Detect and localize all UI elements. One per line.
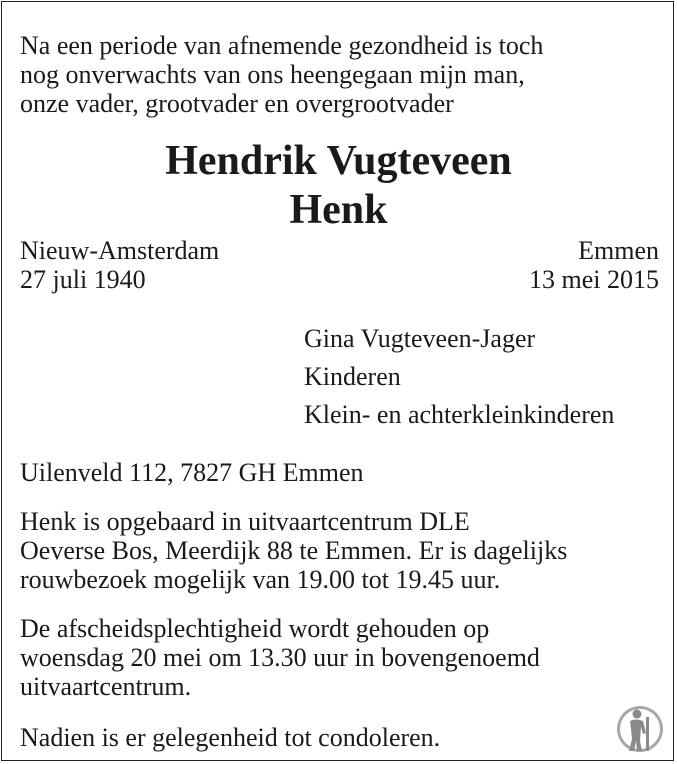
- service-info: [20, 614, 540, 701]
- viewing-line: Henk is opgebaard in uitvaartcentrum DLE: [20, 507, 470, 536]
- birth-date: 27 juli 1940: [20, 265, 146, 294]
- service-line: woensdag 20 mei om 13.30 uur in bovengenoemd: [20, 643, 540, 672]
- family-list: [304, 320, 614, 434]
- memorial-figure-icon: [616, 703, 664, 755]
- intro-line: nog onverwachts van ons heengegaan mijn man,: [20, 60, 525, 89]
- service-line: uitvaartcentrum.: [20, 672, 192, 701]
- deceased-nickname: Henk: [289, 187, 388, 233]
- birth-info: [20, 236, 219, 294]
- address: Uilenveld 112, 7827 GH Emmen: [20, 458, 364, 487]
- deceased-full-name: Hendrik Vugteveen: [165, 138, 512, 184]
- birth-place: Nieuw-Amsterdam: [20, 236, 220, 265]
- death-info: [529, 236, 659, 294]
- closing-text: Nadien is er gelegenheid tot condoleren.: [20, 723, 441, 752]
- viewing-info: [20, 507, 567, 594]
- intro-text: [20, 31, 543, 118]
- intro-line: Na een periode van afnemende gezondheid is toch: [20, 31, 544, 60]
- viewing-line: rouwbezoek mogelijk van 19.00 tot 19.45 uur.: [20, 565, 501, 594]
- family-member: Klein- en achterkleinkinderen: [304, 400, 615, 429]
- intro-line: onze vader, grootvader en overgrootvader: [20, 89, 454, 118]
- family-member: Gina Vugteveen-Jager: [304, 324, 536, 353]
- viewing-line: Oeverse Bos, Meerdijk 88 te Emmen. Er is dagelijks: [20, 536, 568, 565]
- death-place: Emmen: [578, 236, 659, 265]
- death-date: 13 mei 2015: [529, 265, 659, 294]
- family-member: Kinderen: [304, 362, 401, 391]
- service-line: De afscheidsplechtigheid wordt gehouden op: [20, 614, 490, 643]
